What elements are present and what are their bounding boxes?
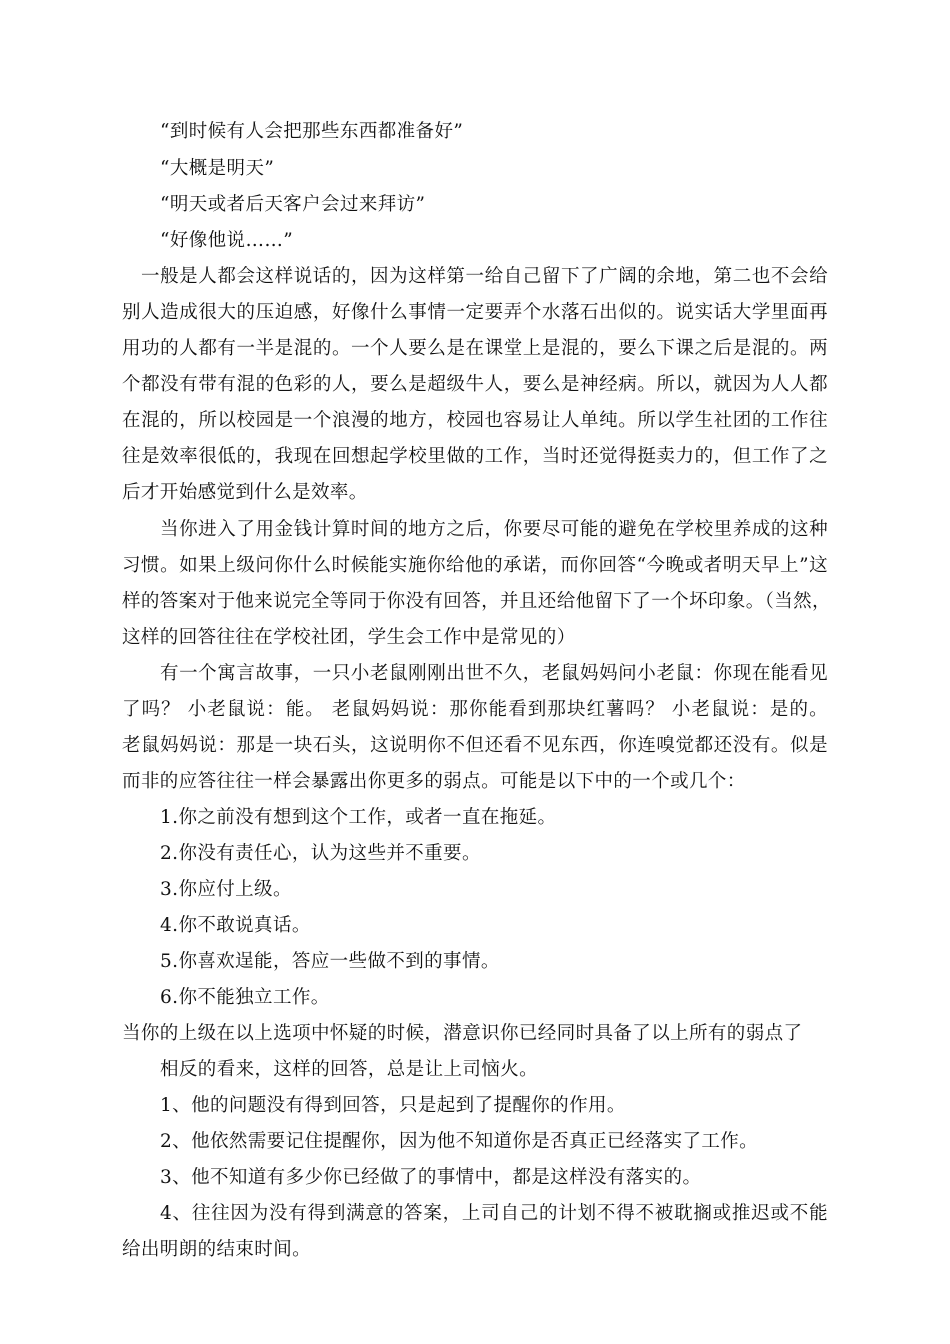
paragraph-line: 个都没有带有混的色彩的人，要么是超级牛人，要么是神经病。所以，就因为人人都	[122, 374, 828, 395]
list-item: 5.你喜欢逞能，答应一些做不到的事情。	[160, 951, 500, 972]
quote-line: “明天或者后天客户会过来拜访”	[160, 194, 426, 215]
list-item: 2、他依然需要记住提醒你，因为他不知道你是否真正已经落实了工作。	[160, 1131, 759, 1152]
paragraph-line: 用功的人都有一半是混的。一个人要么是在课堂上是混的，要么下课之后是混的。两	[122, 338, 828, 359]
quote-line: “好像他说……”	[160, 230, 294, 251]
list-item: 1、他的问题没有得到回答，只是起到了提醒你的作用。	[160, 1095, 626, 1116]
list-item: 3、他不知道有多少你已经做了的事情中，都是这样没有落实的。	[160, 1167, 702, 1188]
paragraph-line: 别人造成很大的压迫感，好像什么事情一定要弄个水落石出似的。说实话大学里面再	[122, 302, 828, 323]
paragraph-line: 后才开始感觉到什么是效率。	[122, 482, 368, 503]
list-item: 3.你应付上级。	[160, 879, 292, 900]
paragraph-line: 当你的上级在以上选项中怀疑的时候，潜意识你已经同时具备了以上所有的弱点了	[122, 1023, 803, 1044]
list-item: 给出明朗的结束时间。	[122, 1239, 312, 1260]
paragraph-line: 习惯。如果上级问你什么时候能实施你给他的承诺，而你回答“今晚或者明天早上”这	[122, 555, 828, 576]
paragraph-line: 老鼠妈妈说：那是一块石头，这说明你不但还看不见东西，你连嗅觉都还没有。似是	[122, 735, 828, 756]
list-item: 2.你没有责任心，认为这些并不重要。	[160, 843, 481, 864]
paragraph-line: 有一个寓言故事，一只小老鼠刚刚出世不久，老鼠妈妈问小老鼠：你现在能看见	[160, 663, 828, 684]
quote-line: “到时候有人会把那些东西都准备好”	[160, 121, 464, 142]
paragraph-line: 往是效率很低的，我现在回想起学校里做的工作，当时还觉得挺卖力的，但工作了之	[122, 446, 828, 467]
paragraph-line: 了吗？ 小老鼠说：能。 老鼠妈妈说：那你能看到那块红薯吗？ 小老鼠说：是的。	[122, 699, 828, 720]
list-item: 1.你之前没有想到这个工作，或者一直在拖延。	[160, 807, 557, 828]
paragraph-line: 当你进入了用金钱计算时间的地方之后，你要尽可能的避免在学校里养成的这种	[160, 519, 828, 540]
paragraph-line: 而非的应答往往一样会暴露出你更多的弱点。可能是以下中的一个或几个：	[122, 771, 746, 792]
paragraph-line: 这样的回答往往在学校社团，学生会工作中是常见的）	[122, 627, 576, 648]
list-item: 4.你不敢说真话。	[160, 915, 311, 936]
quote-line: “大概是明天”	[160, 158, 275, 179]
paragraph-line: 相反的看来，这样的回答，总是让上司恼火。	[160, 1059, 539, 1080]
paragraph-line: 一般是人都会这样说话的，因为这样第一给自己留下了广阔的余地，第二也不会给	[141, 266, 828, 287]
paragraph-line: 在混的，所以校园是一个浪漫的地方，校园也容易让人单纯。所以学生社团的工作往	[122, 410, 828, 431]
list-item: 6.你不能独立工作。	[160, 987, 330, 1008]
list-item: 4、往往因为没有得到满意的答案，上司自己的计划不得不被耽搁或推迟或不能	[160, 1203, 828, 1224]
paragraph-line: 样的答案对于他来说完全等同于你没有回答，并且还给他留下了一个坏印象。（当然，	[122, 591, 831, 612]
